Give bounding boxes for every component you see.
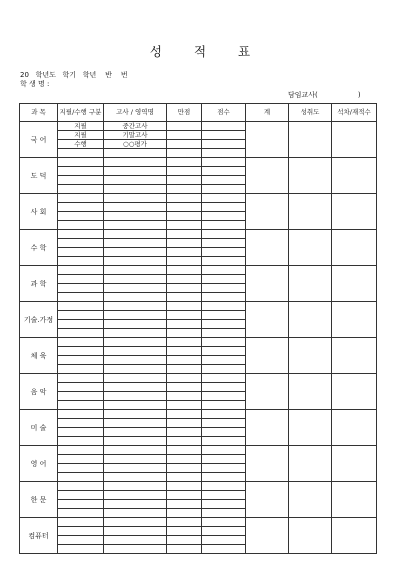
exam-area-cell[interactable] <box>104 203 167 212</box>
subject-cell: 도 덕 <box>20 158 58 194</box>
full-score-cell[interactable] <box>167 545 202 554</box>
rank-cell[interactable] <box>332 446 377 482</box>
score-cell[interactable] <box>202 329 246 338</box>
full-score-cell[interactable] <box>167 131 202 140</box>
score-cell[interactable] <box>202 401 246 410</box>
full-score-cell[interactable] <box>167 392 202 401</box>
exam-area-cell[interactable] <box>104 212 167 221</box>
total-cell[interactable] <box>246 338 289 374</box>
score-cell[interactable] <box>202 311 246 320</box>
rank-cell[interactable] <box>332 122 377 158</box>
exam-area-cell[interactable] <box>104 149 167 158</box>
full-score-cell[interactable] <box>167 437 202 446</box>
exam-area-cell[interactable] <box>104 185 167 194</box>
type-cell[interactable] <box>58 230 104 239</box>
full-score-cell[interactable] <box>167 536 202 545</box>
total-cell[interactable] <box>246 518 289 554</box>
full-score-cell[interactable] <box>167 500 202 509</box>
subject-cell: 미 술 <box>20 410 58 446</box>
rank-cell[interactable] <box>332 158 377 194</box>
score-cell[interactable] <box>202 491 246 500</box>
type-cell[interactable] <box>58 518 104 527</box>
total-cell[interactable] <box>246 266 289 302</box>
score-cell[interactable] <box>202 338 246 347</box>
table-row <box>20 122 377 131</box>
achievement-cell[interactable] <box>289 338 332 374</box>
achievement-cell[interactable] <box>289 122 332 158</box>
type-cell[interactable] <box>58 374 104 383</box>
type-cell[interactable] <box>58 491 104 500</box>
score-cell[interactable] <box>202 230 246 239</box>
full-score-cell[interactable] <box>167 383 202 392</box>
score-cell[interactable] <box>202 509 246 518</box>
table-row <box>20 230 377 239</box>
score-cell[interactable] <box>202 437 246 446</box>
exam-area-cell: ○○평가 <box>104 140 167 149</box>
type-cell[interactable] <box>58 203 104 212</box>
type-cell[interactable] <box>58 338 104 347</box>
score-cell[interactable] <box>202 464 246 473</box>
score-cell[interactable] <box>202 140 246 149</box>
score-cell[interactable] <box>202 176 246 185</box>
score-cell[interactable] <box>202 248 246 257</box>
full-score-cell[interactable] <box>167 338 202 347</box>
rank-cell[interactable] <box>332 302 377 338</box>
exam-area-cell[interactable] <box>104 410 167 419</box>
type-cell[interactable] <box>58 266 104 275</box>
score-cell[interactable] <box>202 131 246 140</box>
full-score-cell[interactable] <box>167 491 202 500</box>
type-cell[interactable] <box>58 401 104 410</box>
score-cell[interactable] <box>202 545 246 554</box>
full-score-cell[interactable] <box>167 509 202 518</box>
full-score-cell[interactable] <box>167 527 202 536</box>
total-cell[interactable] <box>246 158 289 194</box>
type-cell[interactable] <box>58 185 104 194</box>
full-score-cell[interactable] <box>167 167 202 176</box>
score-cell[interactable] <box>202 365 246 374</box>
exam-area-cell[interactable] <box>104 347 167 356</box>
type-cell[interactable] <box>58 365 104 374</box>
full-score-cell[interactable] <box>167 248 202 257</box>
exam-area-cell[interactable] <box>104 284 167 293</box>
full-score-cell[interactable] <box>167 302 202 311</box>
total-cell[interactable] <box>246 482 289 518</box>
exam-area-cell[interactable] <box>104 509 167 518</box>
achievement-cell[interactable] <box>289 410 332 446</box>
full-score-cell[interactable] <box>167 221 202 230</box>
full-score-cell[interactable] <box>167 257 202 266</box>
full-score-cell[interactable] <box>167 482 202 491</box>
full-score-cell[interactable] <box>167 464 202 473</box>
full-score-cell[interactable] <box>167 518 202 527</box>
full-score-cell[interactable] <box>167 473 202 482</box>
score-cell[interactable] <box>202 428 246 437</box>
col-type: 지필/수행 구분 <box>58 104 104 122</box>
exam-area-cell[interactable] <box>104 545 167 554</box>
type-cell[interactable] <box>58 248 104 257</box>
type-cell[interactable] <box>58 284 104 293</box>
score-cell[interactable] <box>202 149 246 158</box>
subject-cell: 과 학 <box>20 266 58 302</box>
total-cell[interactable] <box>246 446 289 482</box>
full-score-cell[interactable] <box>167 284 202 293</box>
table-row <box>20 518 377 527</box>
grade-table <box>19 103 377 554</box>
type-cell[interactable] <box>58 509 104 518</box>
exam-area-cell[interactable] <box>104 311 167 320</box>
score-cell[interactable] <box>202 320 246 329</box>
full-score-cell[interactable] <box>167 455 202 464</box>
rank-cell[interactable] <box>332 338 377 374</box>
score-cell[interactable] <box>202 203 246 212</box>
achievement-cell[interactable] <box>289 482 332 518</box>
exam-area-cell[interactable] <box>104 356 167 365</box>
exam-area-cell[interactable] <box>104 365 167 374</box>
type-cell[interactable] <box>58 194 104 203</box>
table-row <box>20 194 377 203</box>
full-score-cell[interactable] <box>167 428 202 437</box>
total-cell[interactable] <box>246 302 289 338</box>
rank-cell[interactable] <box>332 266 377 302</box>
full-score-cell[interactable] <box>167 401 202 410</box>
full-score-cell[interactable] <box>167 320 202 329</box>
full-score-cell[interactable] <box>167 293 202 302</box>
type-cell[interactable] <box>58 149 104 158</box>
type-cell[interactable] <box>58 320 104 329</box>
score-cell[interactable] <box>202 356 246 365</box>
full-score-cell[interactable] <box>167 185 202 194</box>
subject-cell: 한 문 <box>20 482 58 518</box>
type-cell[interactable] <box>58 221 104 230</box>
homeroom-teacher-line: 담임교사( ) <box>288 91 361 99</box>
type-cell[interactable] <box>58 311 104 320</box>
rank-cell[interactable] <box>332 518 377 554</box>
full-score-cell[interactable] <box>167 158 202 167</box>
type-cell[interactable] <box>58 302 104 311</box>
exam-area-cell[interactable] <box>104 266 167 275</box>
type-cell: 지필 <box>58 131 104 140</box>
type-cell[interactable] <box>58 329 104 338</box>
score-cell[interactable] <box>202 167 246 176</box>
score-cell[interactable] <box>202 194 246 203</box>
exam-area-cell[interactable] <box>104 446 167 455</box>
type-cell[interactable] <box>58 545 104 554</box>
type-cell: 지필 <box>58 122 104 131</box>
exam-area-cell[interactable] <box>104 239 167 248</box>
type-cell[interactable] <box>58 392 104 401</box>
type-cell[interactable] <box>58 176 104 185</box>
subject-cell: 컴퓨터 <box>20 518 58 554</box>
achievement-cell[interactable] <box>289 266 332 302</box>
student-name-line: 학 생 명 : <box>20 80 50 88</box>
col-total: 계 <box>246 104 289 122</box>
full-score-cell[interactable] <box>167 176 202 185</box>
exam-area-cell[interactable] <box>104 437 167 446</box>
subject-cell: 사 회 <box>20 194 58 230</box>
subject-cell: 영 어 <box>20 446 58 482</box>
type-cell[interactable] <box>58 410 104 419</box>
exam-area-cell[interactable] <box>104 275 167 284</box>
score-cell[interactable] <box>202 212 246 221</box>
score-cell[interactable] <box>202 266 246 275</box>
type-cell[interactable] <box>58 158 104 167</box>
score-cell[interactable] <box>202 500 246 509</box>
full-score-cell[interactable] <box>167 194 202 203</box>
exam-area-cell[interactable] <box>104 536 167 545</box>
total-cell[interactable] <box>246 194 289 230</box>
score-cell[interactable] <box>202 185 246 194</box>
col-achievement: 성취도 <box>289 104 332 122</box>
full-score-cell[interactable] <box>167 149 202 158</box>
full-score-cell[interactable] <box>167 419 202 428</box>
subject-cell: 기술.가정 <box>20 302 58 338</box>
table-row <box>20 266 377 275</box>
exam-area-cell[interactable] <box>104 257 167 266</box>
full-score-cell[interactable] <box>167 203 202 212</box>
full-score-cell[interactable] <box>167 230 202 239</box>
total-cell[interactable] <box>246 410 289 446</box>
score-cell[interactable] <box>202 293 246 302</box>
achievement-cell[interactable] <box>289 158 332 194</box>
score-cell[interactable] <box>202 275 246 284</box>
exam-area-cell[interactable] <box>104 527 167 536</box>
table-row <box>20 374 377 383</box>
header-row <box>20 104 377 122</box>
exam-area-cell[interactable] <box>104 383 167 392</box>
exam-area-cell[interactable] <box>104 302 167 311</box>
full-score-cell[interactable] <box>167 329 202 338</box>
rank-cell[interactable] <box>332 482 377 518</box>
achievement-cell[interactable] <box>289 446 332 482</box>
page-title: 성 적 표 <box>149 44 265 59</box>
full-score-cell[interactable] <box>167 239 202 248</box>
exam-area-cell[interactable] <box>104 482 167 491</box>
full-score-cell[interactable] <box>167 140 202 149</box>
col-rank: 석차/재적수 <box>332 104 377 122</box>
table-row <box>20 482 377 491</box>
score-cell[interactable] <box>202 383 246 392</box>
score-cell[interactable] <box>202 527 246 536</box>
achievement-cell[interactable] <box>289 194 332 230</box>
exam-area-cell[interactable] <box>104 491 167 500</box>
full-score-cell[interactable] <box>167 347 202 356</box>
full-score-cell[interactable] <box>167 374 202 383</box>
score-cell[interactable] <box>202 536 246 545</box>
score-cell[interactable] <box>202 158 246 167</box>
achievement-cell[interactable] <box>289 374 332 410</box>
type-cell[interactable] <box>58 482 104 491</box>
full-score-cell[interactable] <box>167 122 202 131</box>
score-cell[interactable] <box>202 455 246 464</box>
type-cell[interactable] <box>58 275 104 284</box>
exam-area-cell[interactable] <box>104 401 167 410</box>
achievement-cell[interactable] <box>289 302 332 338</box>
table-row <box>20 410 377 419</box>
full-score-cell[interactable] <box>167 356 202 365</box>
total-cell[interactable] <box>246 230 289 266</box>
rank-cell[interactable] <box>332 374 377 410</box>
type-cell[interactable] <box>58 536 104 545</box>
total-cell[interactable] <box>246 122 289 158</box>
type-cell: 수행 <box>58 140 104 149</box>
exam-area-cell[interactable] <box>104 248 167 257</box>
school-year-line: 20 학년도 학기 학년 반 번 <box>20 71 128 79</box>
subject-cell: 음 악 <box>20 374 58 410</box>
table-row <box>20 158 377 167</box>
exam-area-cell: 중간고사 <box>104 122 167 131</box>
type-cell[interactable] <box>58 455 104 464</box>
subject-cell: 국 어 <box>20 122 58 158</box>
subject-cell: 체 육 <box>20 338 58 374</box>
exam-area-cell[interactable] <box>104 338 167 347</box>
full-score-cell[interactable] <box>167 266 202 275</box>
exam-area-cell[interactable] <box>104 158 167 167</box>
score-cell[interactable] <box>202 221 246 230</box>
table-row <box>20 338 377 347</box>
type-cell[interactable] <box>58 212 104 221</box>
exam-area-cell[interactable] <box>104 320 167 329</box>
total-cell[interactable] <box>246 374 289 410</box>
col-exam-area: 고사 / 영역명 <box>104 104 167 122</box>
score-cell[interactable] <box>202 410 246 419</box>
type-cell[interactable] <box>58 473 104 482</box>
type-cell[interactable] <box>58 527 104 536</box>
full-score-cell[interactable] <box>167 446 202 455</box>
full-score-cell[interactable] <box>167 311 202 320</box>
type-cell[interactable] <box>58 464 104 473</box>
table-row <box>20 446 377 455</box>
rank-cell[interactable] <box>332 194 377 230</box>
exam-area-cell[interactable] <box>104 293 167 302</box>
type-cell[interactable] <box>58 293 104 302</box>
exam-area-cell[interactable] <box>104 329 167 338</box>
type-cell[interactable] <box>58 257 104 266</box>
type-cell[interactable] <box>58 383 104 392</box>
exam-area-cell[interactable] <box>104 176 167 185</box>
type-cell[interactable] <box>58 167 104 176</box>
table-row <box>20 302 377 311</box>
exam-area-cell[interactable] <box>104 392 167 401</box>
type-cell[interactable] <box>58 239 104 248</box>
score-cell[interactable] <box>202 302 246 311</box>
score-cell[interactable] <box>202 239 246 248</box>
col-full-score: 만점 <box>167 104 202 122</box>
type-cell[interactable] <box>58 500 104 509</box>
achievement-cell[interactable] <box>289 518 332 554</box>
score-cell[interactable] <box>202 518 246 527</box>
score-cell[interactable] <box>202 347 246 356</box>
exam-area-cell[interactable] <box>104 167 167 176</box>
exam-area-cell[interactable] <box>104 473 167 482</box>
score-cell[interactable] <box>202 446 246 455</box>
score-cell[interactable] <box>202 122 246 131</box>
subject-cell: 수 학 <box>20 230 58 266</box>
type-cell[interactable] <box>58 446 104 455</box>
col-subject: 과 목 <box>20 104 58 122</box>
type-cell[interactable] <box>58 419 104 428</box>
exam-area-cell[interactable] <box>104 194 167 203</box>
score-cell[interactable] <box>202 284 246 293</box>
exam-area-cell[interactable] <box>104 464 167 473</box>
score-cell[interactable] <box>202 419 246 428</box>
score-cell[interactable] <box>202 257 246 266</box>
exam-area-cell[interactable] <box>104 518 167 527</box>
exam-area-cell[interactable] <box>104 230 167 239</box>
type-cell[interactable] <box>58 428 104 437</box>
achievement-cell[interactable] <box>289 230 332 266</box>
type-cell[interactable] <box>58 356 104 365</box>
rank-cell[interactable] <box>332 230 377 266</box>
exam-area-cell[interactable] <box>104 221 167 230</box>
full-score-cell[interactable] <box>167 365 202 374</box>
col-score: 점수 <box>202 104 246 122</box>
rank-cell[interactable] <box>332 410 377 446</box>
full-score-cell[interactable] <box>167 410 202 419</box>
score-cell[interactable] <box>202 482 246 491</box>
exam-area-cell: 기말고사 <box>104 131 167 140</box>
score-cell[interactable] <box>202 374 246 383</box>
score-cell[interactable] <box>202 392 246 401</box>
type-cell[interactable] <box>58 347 104 356</box>
exam-area-cell[interactable] <box>104 428 167 437</box>
full-score-cell[interactable] <box>167 275 202 284</box>
type-cell[interactable] <box>58 437 104 446</box>
full-score-cell[interactable] <box>167 212 202 221</box>
exam-area-cell[interactable] <box>104 500 167 509</box>
exam-area-cell[interactable] <box>104 455 167 464</box>
score-cell[interactable] <box>202 473 246 482</box>
exam-area-cell[interactable] <box>104 419 167 428</box>
exam-area-cell[interactable] <box>104 374 167 383</box>
